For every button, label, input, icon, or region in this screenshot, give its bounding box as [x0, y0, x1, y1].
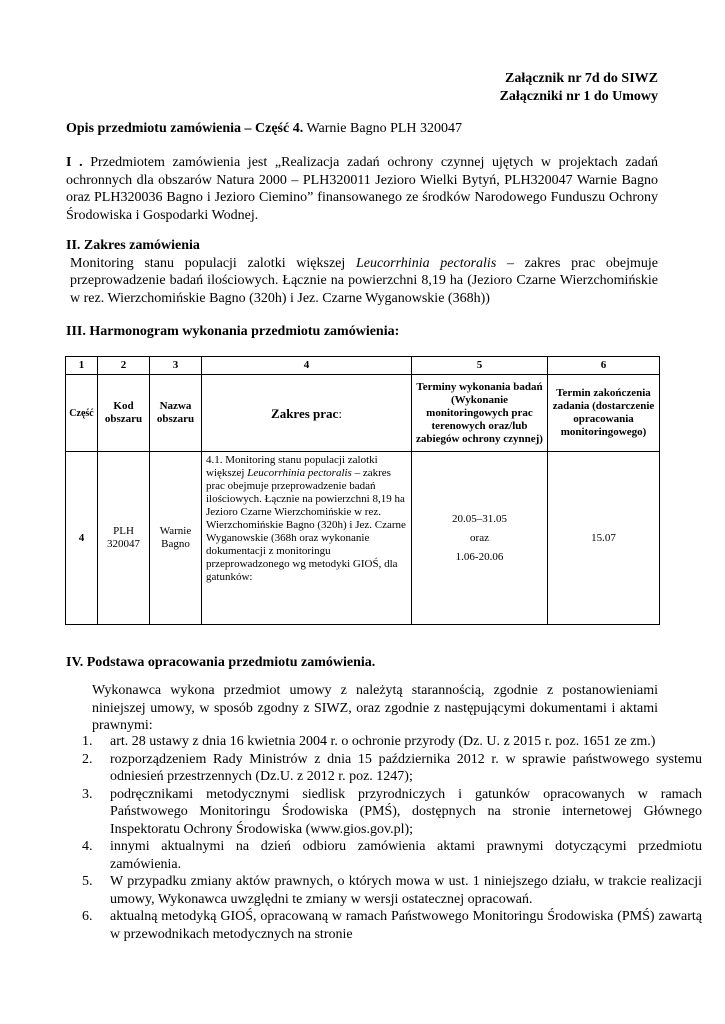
table-row: [66, 452, 660, 625]
list-item-text: innymi aktualnymi na dzień odbioru zamówienia aktami prawnymi dotyczącymi przedmiotu zamówienia.: [110, 839, 702, 872]
document-title: [66, 120, 658, 138]
section-2-text-after: – zakres prac obejmuje przeprowadzenie badań ilościowych. Łącznie na powierzchni 8,19 ha (Jezioro Czarne Wierzchomińskie w rez. Wierzchomińskie Bagno (320h) i Jez. Czarne Wyganowskie (368h)): [70, 255, 658, 306]
col-number-4: 4: [202, 357, 412, 375]
col-number-5: 5: [412, 357, 548, 375]
col-number-1: 1: [66, 357, 98, 375]
attachment-header: [500, 70, 658, 106]
attachment-line-1: Załącznik nr 7d do SIWZ: [504, 71, 658, 86]
table-header-row: [66, 375, 660, 452]
header-terms: Terminy wykonania badań (Wykonanie monitoringowych prac terenowych oraz/lub zabiegów ochrony czynnej): [412, 375, 548, 452]
cell-scope: [202, 452, 412, 625]
cell-code: PLH 320047: [98, 452, 150, 625]
list-item-text: W przypadku zmiany aktów prawnych, o których mowa w ust. 1 niniejszego działu, w trakcie realizacji umowy, Wykonawca uwzględni te zmiany w wersji ostatecznej opracowań.: [110, 874, 702, 907]
document-title-normal: Warnie Bagno PLH 320047: [303, 121, 463, 136]
list-item-number: 6.: [82, 909, 93, 924]
header-part: Część: [66, 375, 98, 452]
header-name: Nazwa obszaru: [150, 375, 202, 452]
list-item-text: art. 28 ustawy z dnia 16 kwietnia 2004 r. o ochronie przyrody (Dz. U. z 2015 r. poz. 1651 ze zm.): [110, 734, 656, 749]
schedule-table: [65, 356, 660, 625]
list-item-number: 4.: [82, 839, 93, 854]
list-item-number: 1.: [82, 734, 93, 749]
section-2-heading: II. Zakres zamówienia: [66, 238, 200, 253]
list-item: [82, 751, 702, 786]
cell-name: Warnie Bagno: [150, 452, 202, 625]
header-scope-suffix: :: [338, 405, 342, 421]
col-number-2: 2: [98, 357, 150, 375]
section-2-body: [66, 255, 658, 308]
section-3-heading: III. Harmonogram wykonania przedmiotu zamówienia:: [66, 324, 400, 339]
header-scope-label: Zakres prac: [271, 405, 339, 421]
list-item: [82, 838, 702, 873]
list-item-text: aktualną metodyką GIOŚ, opracowaną w ramach Państwowego Monitoringu Środowiska (PMŚ) zawartą w przewodnikach metodycznych na stronie: [110, 909, 702, 942]
section-1: [66, 154, 658, 224]
section-2: [66, 237, 658, 307]
list-item-text: podręcznikami metodycznymi siedlisk przyrodniczych i gatunków opracowanych w ramach Państwowego Monitoringu Środowiska (PMŚ), dostępnych na stronie internetowej Głównego Inspektoratu Ochrony Środowiska (www.gios.gov.pl);: [110, 786, 702, 837]
cell-scope-after: – zakres prac obejmuje przeprowadzenie badań ilościowych. Łącznie na powierzchni 8,19 ha Jezioro Czarne Wierzchomińskie w rez. Wierzchomińskie Bagno (320h) i Jez. Czarne Wyganowskie (368h oraz wykonanie dokumentacji z monitoringu przeprowadzonego wg metodyki GIOŚ, dla gatunków:: [206, 467, 406, 583]
section-4-intro: Wykonawca wykona przedmiot umowy z należytą starannością, zgodnie z postanowieniami niniejszej umowy, w sposób zgodny z SIWZ, oraz zgodnie z następującymi dokumentami i aktami prawnymi:: [92, 683, 658, 733]
table-row: [66, 357, 660, 375]
list-item: [82, 873, 702, 908]
header-code: Kod obszaru: [98, 375, 150, 452]
list-item: [82, 908, 702, 943]
cell-scope-species: Leucorrhinia pectoralis: [247, 467, 352, 479]
cell-deadline: 15.07: [548, 452, 660, 625]
cell-term-3: 1.06-20.06: [455, 550, 504, 563]
legal-basis-list: [66, 733, 702, 943]
header-deadline: Termin zakończenia zadania (dostarczenie opracowania monitoringowego): [548, 375, 660, 452]
col-number-6: 6: [548, 357, 660, 375]
cell-term-2: oraz: [470, 531, 489, 544]
header-scope: [202, 375, 412, 452]
document-title-bold: Opis przedmiotu zamówienia – Część 4.: [66, 121, 304, 136]
col-number-3: 3: [150, 357, 202, 375]
cell-term-1: 20.05–31.05: [452, 512, 507, 525]
section-1-text: Przedmiotem zamówienia jest „Realizacja zadań ochrony czynnej ujętych w projektach zadań ochronnych dla obszarów Natura 2000 – PLH320011 Jezioro Wielki Bytyń, PLH320047 Warnie Bagno oraz PLH320036 Bagno i Jezioro Ciemino” finansowanego ze środków Narodowego Funduszu Ochrony Środowiska i Gospodarki Wodnej.: [66, 155, 658, 223]
list-item: [82, 733, 702, 751]
section-2-text-before: Monitoring stanu populacji zalotki większej: [70, 255, 356, 271]
list-item-number: 5.: [82, 874, 93, 889]
section-4-heading: IV. Podstawa opracowania przedmiotu zamówienia.: [66, 655, 376, 670]
list-item: [82, 786, 702, 839]
section-1-label: I .: [66, 155, 83, 170]
cell-part: 4: [66, 452, 98, 625]
list-item-number: 3.: [82, 786, 93, 802]
list-item-number: 2.: [82, 751, 93, 767]
section-2-species: Leucorrhinia pectoralis: [355, 255, 497, 271]
attachment-line-2: Załączniki nr 1 do Umowy: [499, 89, 658, 104]
cell-scope-before: 4.1. Monitoring stanu populacji zalotki większej: [206, 454, 378, 479]
list-item-text: rozporządzeniem Rady Ministrów z dnia 15 października 2012 r. w sprawie państwowego systemu odniesień przestrzennych (Dz.U. z 2012 r. poz. 1247);: [110, 751, 702, 784]
cell-terms: [412, 452, 548, 625]
